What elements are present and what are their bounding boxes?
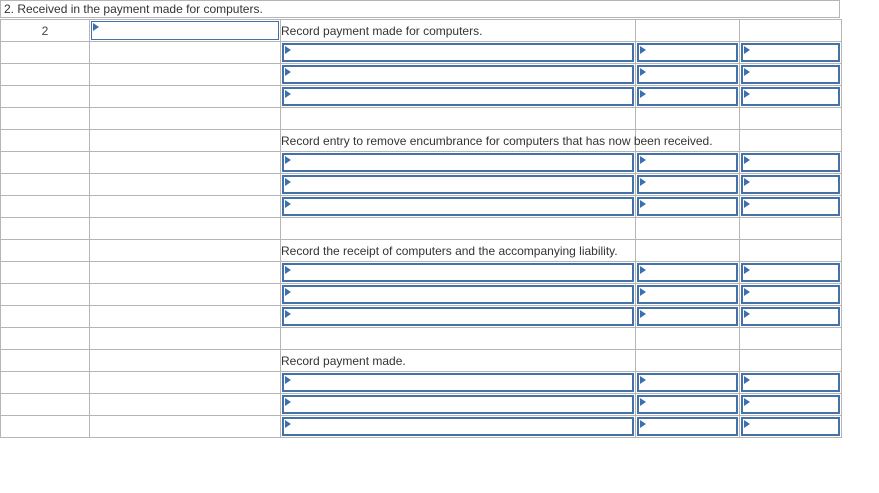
dropdown-arrow-icon[interactable] — [640, 420, 646, 428]
dropdown-arrow-icon[interactable] — [744, 68, 750, 76]
debit-cell-input[interactable] — [637, 43, 738, 62]
account-title-cell[interactable] — [281, 394, 636, 416]
dropdown-arrow-icon[interactable] — [285, 398, 291, 406]
entry-number-cell — [1, 130, 90, 152]
credit-cell-input[interactable] — [741, 153, 840, 172]
credit-cell[interactable] — [740, 64, 842, 86]
journal-entry-table — [0, 19, 842, 438]
credit-cell[interactable] — [740, 284, 842, 306]
journal-input-row — [1, 64, 842, 86]
entry-number-cell — [1, 174, 90, 196]
date-cell — [90, 416, 281, 438]
dropdown-arrow-icon[interactable] — [640, 156, 646, 164]
empty-cell — [281, 328, 636, 350]
credit-cell-input[interactable] — [741, 417, 840, 436]
dropdown-arrow-icon[interactable] — [640, 46, 646, 54]
dropdown-arrow-icon[interactable] — [744, 266, 750, 274]
dropdown-arrow-icon[interactable] — [640, 288, 646, 296]
account-title-cell[interactable] — [281, 306, 636, 328]
entry-number-cell — [1, 350, 90, 372]
debit-cell-input[interactable] — [637, 153, 738, 172]
debit-cell[interactable] — [636, 306, 740, 328]
account-title-cell-input[interactable] — [282, 307, 634, 326]
dropdown-arrow-icon[interactable] — [640, 376, 646, 384]
date-cell — [90, 196, 281, 218]
dropdown-arrow-icon[interactable] — [744, 310, 750, 318]
debit-cell — [636, 130, 740, 152]
debit-cell-input[interactable] — [637, 175, 738, 194]
empty-cell — [636, 108, 740, 130]
account-title-cell-input[interactable] — [282, 395, 634, 414]
dropdown-arrow-icon[interactable] — [640, 310, 646, 318]
dropdown-arrow-icon[interactable] — [640, 266, 646, 274]
empty-cell — [1, 328, 90, 350]
date-cell — [90, 372, 281, 394]
credit-cell — [740, 350, 842, 372]
debit-cell-input[interactable] — [637, 65, 738, 84]
journal-input-row — [1, 394, 842, 416]
debit-cell[interactable] — [636, 284, 740, 306]
dropdown-arrow-icon[interactable] — [744, 376, 750, 384]
dropdown-arrow-icon[interactable] — [744, 398, 750, 406]
dropdown-arrow-icon[interactable] — [285, 156, 291, 164]
debit-cell[interactable] — [636, 416, 740, 438]
journal-input-row — [1, 174, 842, 196]
credit-cell-input[interactable] — [741, 65, 840, 84]
credit-cell[interactable] — [740, 86, 842, 108]
debit-cell[interactable] — [636, 394, 740, 416]
account-title-cell[interactable] — [281, 196, 636, 218]
journal-input-row — [1, 372, 842, 394]
debit-cell — [636, 20, 740, 42]
dropdown-arrow-icon[interactable] — [640, 398, 646, 406]
date-cell — [90, 284, 281, 306]
journal-blank-row — [1, 218, 842, 240]
debit-cell-input[interactable] — [637, 285, 738, 304]
dropdown-arrow-icon[interactable] — [744, 156, 750, 164]
date-cell — [90, 42, 281, 64]
credit-cell[interactable] — [740, 372, 842, 394]
debit-cell — [636, 350, 740, 372]
account-title-cell[interactable] — [281, 174, 636, 196]
date-cell[interactable] — [90, 20, 281, 42]
credit-cell-input[interactable] — [741, 43, 840, 62]
debit-cell — [636, 240, 740, 262]
journal-input-row — [1, 86, 842, 108]
date-cell — [90, 350, 281, 372]
journal-description-row — [1, 130, 842, 152]
account-title-cell-input[interactable] — [282, 285, 634, 304]
credit-cell — [740, 130, 842, 152]
dropdown-arrow-icon[interactable] — [640, 90, 646, 98]
credit-cell-input[interactable] — [741, 373, 840, 392]
journal-input-row — [1, 416, 842, 438]
credit-cell — [740, 240, 842, 262]
journal-blank-row — [1, 108, 842, 130]
dropdown-arrow-icon[interactable] — [640, 68, 646, 76]
credit-cell-input[interactable] — [741, 197, 840, 216]
dropdown-arrow-icon[interactable] — [285, 178, 291, 186]
empty-cell — [740, 218, 842, 240]
date-cell — [90, 174, 281, 196]
date-cell-input[interactable] — [91, 21, 279, 40]
entry-number-cell — [1, 86, 90, 108]
entry-description: Record payment made. — [281, 350, 636, 372]
dropdown-arrow-icon[interactable] — [285, 90, 291, 98]
account-title-cell-input[interactable] — [282, 175, 634, 194]
account-title-cell-input[interactable] — [282, 417, 634, 436]
account-title-cell-input[interactable] — [282, 87, 634, 106]
dropdown-arrow-icon[interactable] — [285, 310, 291, 318]
account-title-cell[interactable] — [281, 262, 636, 284]
question-heading — [0, 0, 840, 18]
dropdown-arrow-icon[interactable] — [744, 90, 750, 98]
account-title-cell-input[interactable] — [282, 373, 634, 392]
entry-number-cell — [1, 240, 90, 262]
journal-input-row — [1, 196, 842, 218]
entry-number-cell — [1, 262, 90, 284]
debit-cell-input[interactable] — [637, 87, 738, 106]
dropdown-arrow-icon[interactable] — [285, 288, 291, 296]
dropdown-arrow-icon[interactable] — [93, 23, 99, 31]
entry-number-cell — [1, 394, 90, 416]
journal-description-row — [1, 350, 842, 372]
debit-cell[interactable] — [636, 152, 740, 174]
date-cell — [90, 262, 281, 284]
journal-input-row — [1, 42, 842, 64]
date-cell — [90, 64, 281, 86]
debit-cell-input[interactable] — [637, 307, 738, 326]
empty-cell — [90, 218, 281, 240]
account-title-cell-input[interactable] — [282, 43, 634, 62]
entry-number-cell — [1, 196, 90, 218]
entry-number-cell — [1, 416, 90, 438]
empty-cell — [740, 108, 842, 130]
debit-cell[interactable] — [636, 372, 740, 394]
credit-cell-input[interactable] — [741, 263, 840, 282]
credit-cell[interactable] — [740, 152, 842, 174]
credit-cell[interactable] — [740, 306, 842, 328]
dropdown-arrow-icon[interactable] — [285, 376, 291, 384]
debit-cell-input[interactable] — [637, 395, 738, 414]
entry-number-cell — [1, 306, 90, 328]
account-title-cell-input[interactable] — [282, 263, 634, 282]
debit-cell[interactable] — [636, 64, 740, 86]
dropdown-arrow-icon[interactable] — [285, 266, 291, 274]
account-title-cell-input[interactable] — [282, 153, 634, 172]
dropdown-arrow-icon[interactable] — [640, 200, 646, 208]
credit-cell[interactable] — [740, 394, 842, 416]
date-cell — [90, 306, 281, 328]
dropdown-arrow-icon[interactable] — [744, 200, 750, 208]
debit-cell[interactable] — [636, 262, 740, 284]
date-cell — [90, 394, 281, 416]
dropdown-arrow-icon[interactable] — [285, 68, 291, 76]
debit-cell-input[interactable] — [637, 263, 738, 282]
empty-cell — [636, 218, 740, 240]
empty-cell — [636, 328, 740, 350]
entry-description: Record entry to remove encumbrance for computers that has now been received. — [281, 130, 636, 152]
empty-cell — [281, 218, 636, 240]
account-title-cell-input[interactable] — [282, 65, 634, 84]
credit-cell[interactable] — [740, 416, 842, 438]
account-title-cell[interactable] — [281, 284, 636, 306]
empty-cell — [281, 108, 636, 130]
empty-cell — [90, 108, 281, 130]
entry-number-cell — [1, 284, 90, 306]
debit-cell-input[interactable] — [637, 417, 738, 436]
account-title-cell[interactable] — [281, 152, 636, 174]
account-title-cell-input[interactable] — [282, 197, 634, 216]
entry-description: Record the receipt of computers and the accompanying liability. — [281, 240, 636, 262]
journal-input-row — [1, 284, 842, 306]
credit-cell[interactable] — [740, 262, 842, 284]
credit-cell-input[interactable] — [741, 307, 840, 326]
journal-description-row — [1, 20, 842, 42]
credit-cell[interactable] — [740, 42, 842, 64]
debit-cell-input[interactable] — [637, 373, 738, 392]
entry-number-cell — [1, 372, 90, 394]
journal-blank-row — [1, 328, 842, 350]
debit-cell[interactable] — [636, 174, 740, 196]
credit-cell[interactable] — [740, 196, 842, 218]
account-title-cell[interactable] — [281, 372, 636, 394]
empty-cell — [740, 328, 842, 350]
debit-cell[interactable] — [636, 196, 740, 218]
empty-cell — [1, 108, 90, 130]
entry-number-cell — [1, 64, 90, 86]
dropdown-arrow-icon[interactable] — [640, 178, 646, 186]
empty-cell — [1, 218, 90, 240]
debit-cell[interactable] — [636, 42, 740, 64]
credit-cell[interactable] — [740, 174, 842, 196]
date-cell — [90, 240, 281, 262]
debit-cell[interactable] — [636, 86, 740, 108]
account-title-cell[interactable] — [281, 86, 636, 108]
account-title-cell[interactable] — [281, 42, 636, 64]
journal-input-row — [1, 152, 842, 174]
journal-input-row — [1, 262, 842, 284]
entry-number-cell: 2 — [1, 20, 90, 42]
dropdown-arrow-icon[interactable] — [285, 420, 291, 428]
entry-description: Record payment made for computers. — [281, 20, 636, 42]
account-title-cell[interactable] — [281, 64, 636, 86]
credit-cell-input[interactable] — [741, 285, 840, 304]
dropdown-arrow-icon[interactable] — [744, 46, 750, 54]
account-title-cell[interactable] — [281, 416, 636, 438]
debit-cell-input[interactable] — [637, 197, 738, 216]
credit-cell-input[interactable] — [741, 175, 840, 194]
date-cell — [90, 152, 281, 174]
journal-description-row — [1, 240, 842, 262]
question-heading-text: 2. Received in the payment made for computers. — [4, 2, 263, 16]
entry-number-cell — [1, 42, 90, 64]
date-cell — [90, 130, 281, 152]
credit-cell-input[interactable] — [741, 87, 840, 106]
date-cell — [90, 86, 281, 108]
dropdown-arrow-icon[interactable] — [744, 288, 750, 296]
entry-number-cell — [1, 152, 90, 174]
journal-input-row — [1, 306, 842, 328]
credit-cell-input[interactable] — [741, 395, 840, 414]
credit-cell — [740, 20, 842, 42]
dropdown-arrow-icon[interactable] — [285, 46, 291, 54]
empty-cell — [90, 328, 281, 350]
dropdown-arrow-icon[interactable] — [744, 178, 750, 186]
dropdown-arrow-icon[interactable] — [285, 200, 291, 208]
dropdown-arrow-icon[interactable] — [744, 420, 750, 428]
